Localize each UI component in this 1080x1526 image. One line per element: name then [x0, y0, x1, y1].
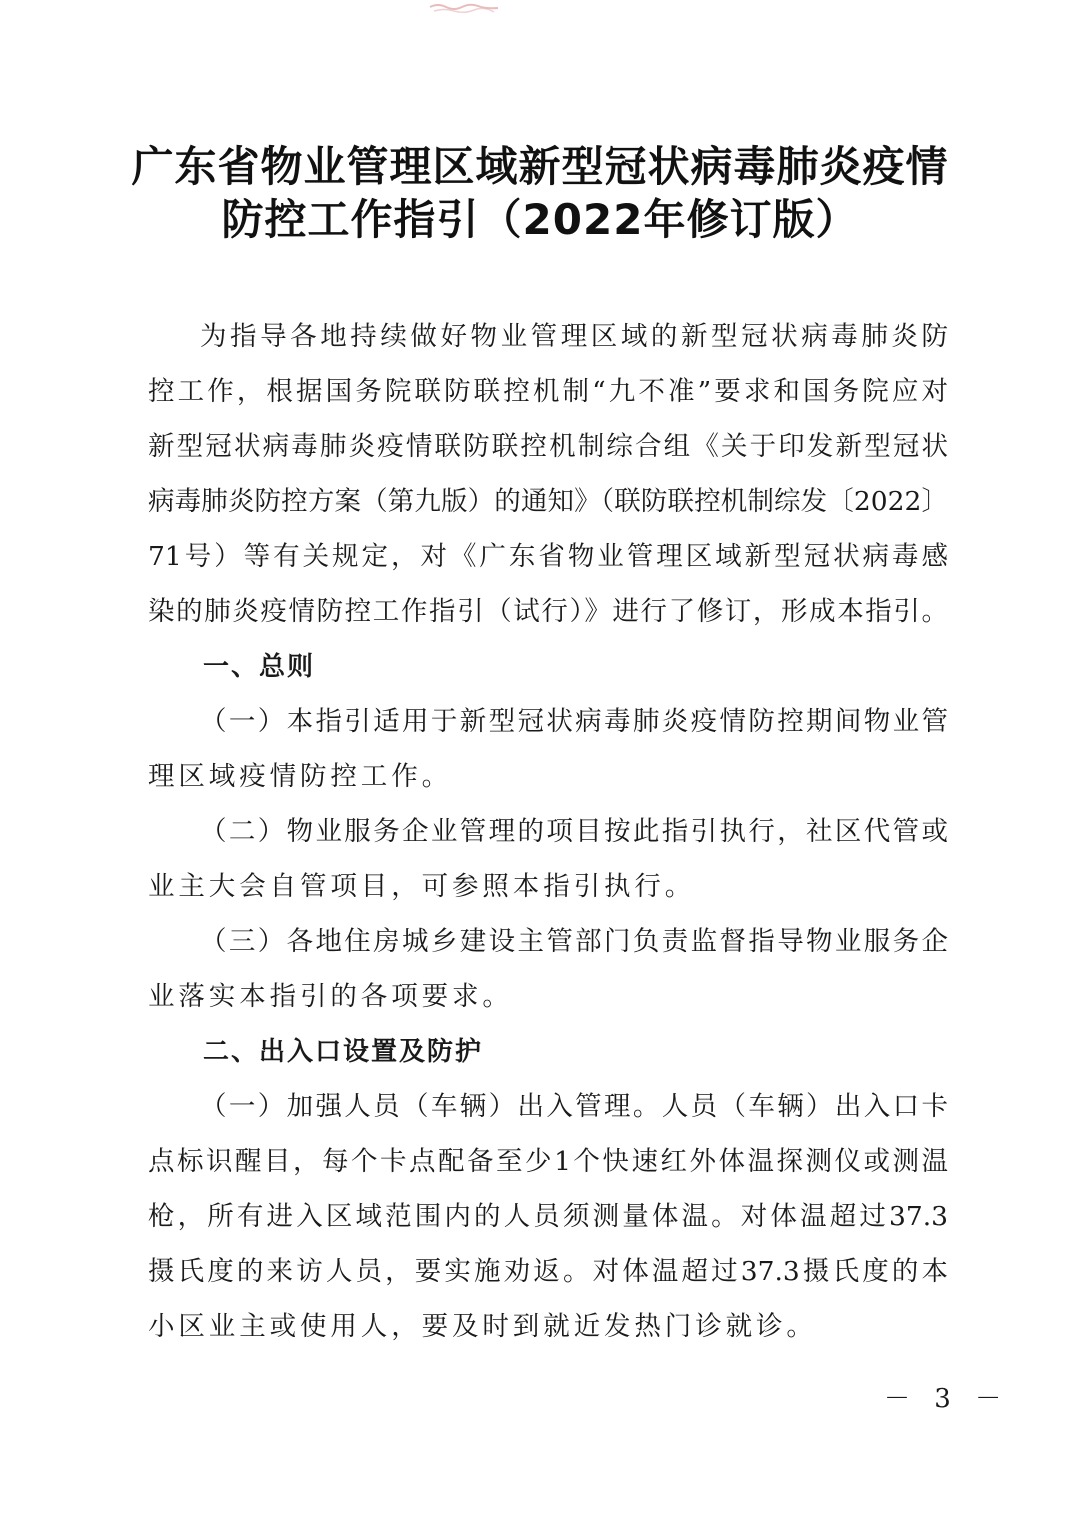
section2-item1-line-5: 小区业主或使用人，要及时到就近发热门诊就诊。 — [148, 1311, 817, 1342]
section-heading-general: 一、总则 — [203, 652, 316, 682]
section1-item3-line-1: （三）各地住房城乡建设主管部门负责监督指导物业服务企 — [200, 926, 948, 957]
intro-line-2: 控工作，根据国务院联防联控机制“九不准”要求和国务院应对 — [148, 376, 948, 407]
document-title-line-1: 广东省物业管理区域新型冠状病毒肺炎疫情 — [131, 142, 949, 191]
section1-item2-line-1: （二）物业服务企业管理的项目按此指引执行，社区代管或 — [200, 816, 948, 847]
section1-item3-line-2: 业落实本指引的各项要求。 — [148, 981, 513, 1012]
intro-line-1: 为指导各地持续做好物业管理区域的新型冠状病毒肺炎防 — [200, 321, 948, 352]
intro-line-3: 新型冠状病毒肺炎疫情联防联控机制综合组《关于印发新型冠状 — [148, 431, 948, 462]
intro-line-6: 染的肺炎疫情防控工作指引（试行）》进行了修订，形成本指引。 — [148, 596, 948, 627]
section1-item2-line-2: 业主大会自管项目，可参照本指引执行。 — [148, 871, 696, 902]
intro-line-5: 71号）等有关规定，对《广东省物业管理区域新型冠状病毒感 — [148, 541, 948, 572]
page-number: － 3 － — [884, 1384, 1010, 1414]
section1-item1-line-1: （一）本指引适用于新型冠状病毒肺炎疫情防控期间物业管 — [200, 706, 948, 737]
intro-line-4: 病毒肺炎防控方案（第九版）的通知》（联防联控机制综发〔2022〕 — [148, 486, 948, 517]
section2-item1-line-1: （一）加强人员（车辆）出入管理。人员（车辆）出入口卡 — [200, 1091, 948, 1122]
seal-remnant — [428, 0, 500, 14]
section2-item1-line-4: 摄氏度的来访人员，要实施劝返。对体温超过37.3摄氏度的本 — [148, 1256, 948, 1287]
section-heading-entrance: 二、出入口设置及防护 — [203, 1037, 484, 1067]
document-title-line-2: 防控工作指引（2022年修订版） — [221, 195, 859, 244]
section2-item1-line-3: 枪，所有进入区域范围内的人员须测量体温。对体温超过37.3 — [148, 1201, 948, 1232]
section1-item1-line-2: 理区域疫情防控工作。 — [148, 761, 452, 792]
section2-item1-line-2: 点标识醒目，每个卡点配备至少1个快速红外体温探测仪或测温 — [148, 1146, 948, 1177]
